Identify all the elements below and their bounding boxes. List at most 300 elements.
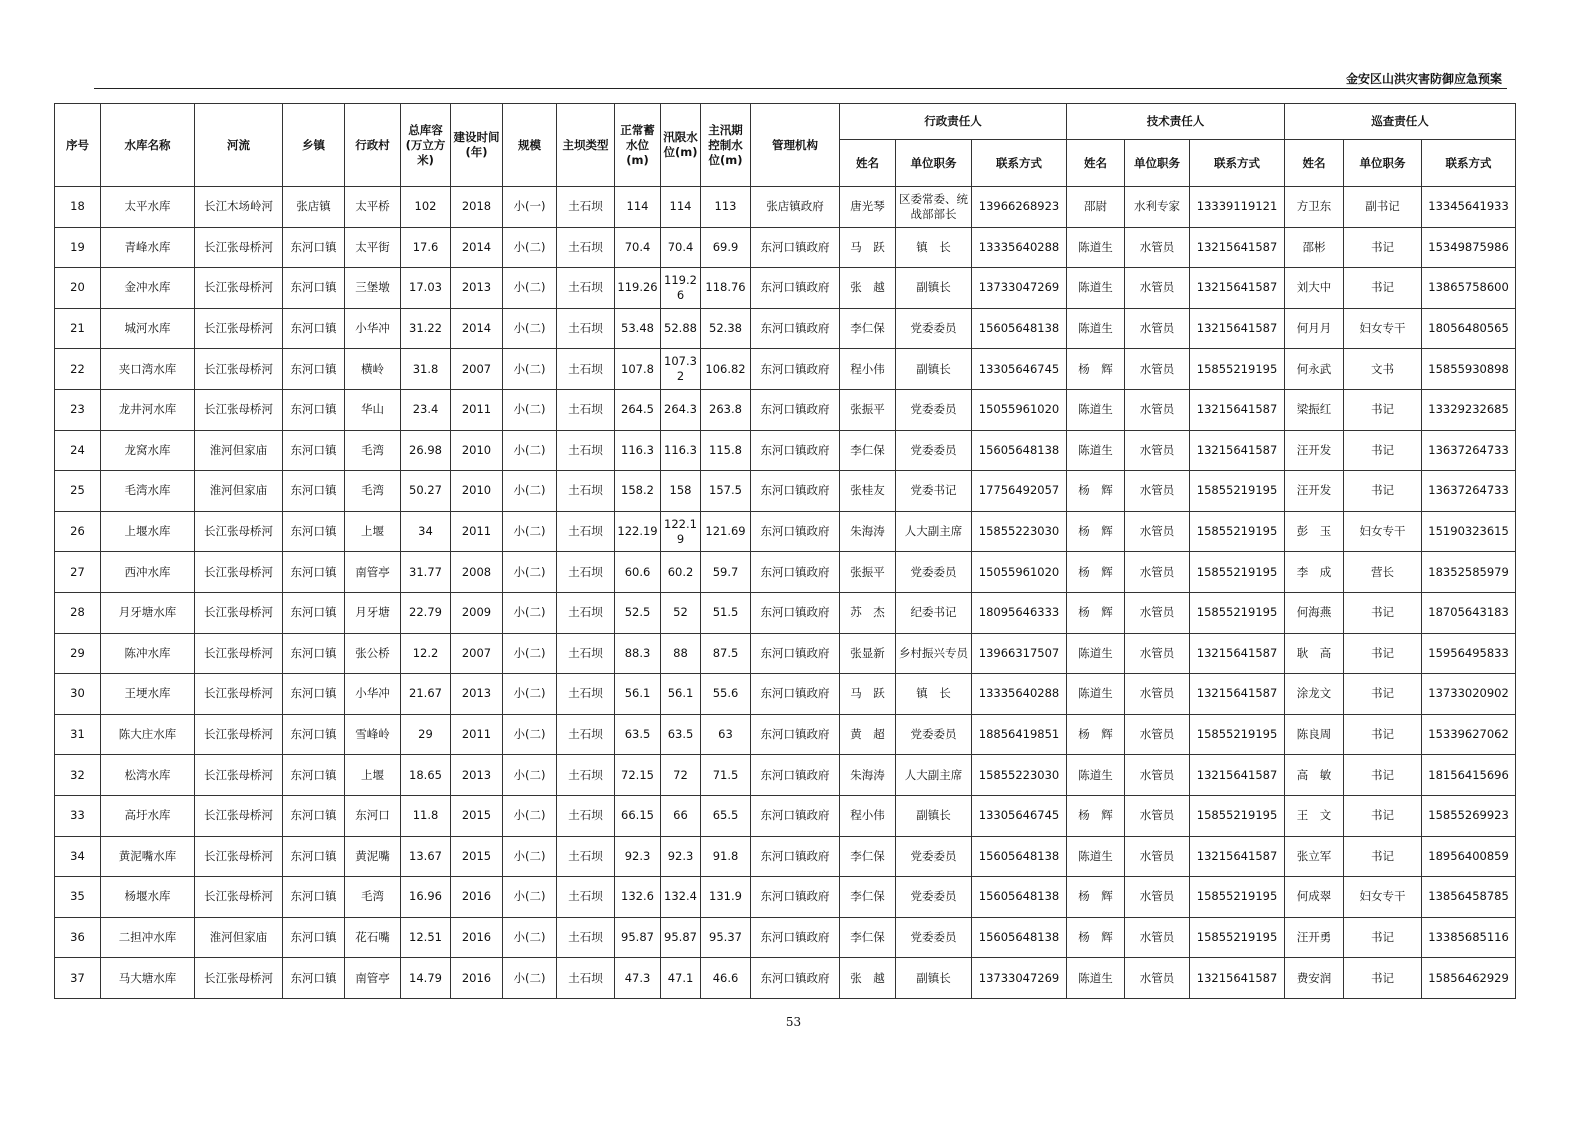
cell-t-tel: 15855219195	[1190, 511, 1285, 552]
table-row	[55, 714, 1516, 755]
cell-p-name: 邵彬	[1285, 227, 1344, 268]
table-row	[55, 795, 1516, 836]
cell-town: 东河口镇	[283, 795, 345, 836]
table-row	[55, 958, 1516, 999]
cell-river: 长江张母桥河	[195, 877, 283, 918]
cell-town: 东河口镇	[283, 471, 345, 512]
cell-normal: 47.3	[615, 958, 661, 999]
cell-p-name: 汪开发	[1285, 471, 1344, 512]
group-header-admin: 行政责任人	[840, 104, 1067, 140]
cell-p-name: 刘大中	[1285, 268, 1344, 309]
cell-seq: 23	[55, 389, 101, 430]
cell-org: 东河口镇政府	[751, 430, 840, 471]
cell-normal: 114	[615, 187, 661, 228]
table-row	[55, 349, 1516, 390]
cell-main: 113	[701, 187, 751, 228]
cell-a-name: 李仁保	[840, 430, 896, 471]
cell-main: 87.5	[701, 633, 751, 674]
cell-scale: 小(一)	[503, 187, 557, 228]
cell-a-post: 党委委员	[896, 308, 972, 349]
cell-t-tel: 15855219195	[1190, 877, 1285, 918]
cell-a-tel: 13733047269	[972, 958, 1067, 999]
cell-village: 上堰	[345, 755, 401, 796]
cell-a-post: 党委委员	[896, 836, 972, 877]
group-header-tech: 技术责任人	[1067, 104, 1285, 140]
cell-river: 淮河但家庙	[195, 471, 283, 512]
cell-p-tel: 13329232685	[1422, 389, 1516, 430]
cell-a-name: 唐光琴	[840, 187, 896, 228]
cell-a-post: 纪委书记	[896, 592, 972, 633]
cell-limit: 95.87	[661, 917, 701, 958]
cell-a-tel: 13335640288	[972, 227, 1067, 268]
cell-village: 太平街	[345, 227, 401, 268]
cell-river: 长江张母桥河	[195, 714, 283, 755]
table-row	[55, 674, 1516, 715]
cell-main: 121.69	[701, 511, 751, 552]
cell-limit: 56.1	[661, 674, 701, 715]
cell-t-name: 杨 辉	[1067, 592, 1125, 633]
cell-town: 张店镇	[283, 187, 345, 228]
cell-year: 2013	[451, 268, 503, 309]
cell-main: 46.6	[701, 958, 751, 999]
cell-village: 南管亭	[345, 958, 401, 999]
cell-normal: 53.48	[615, 308, 661, 349]
cell-t-post: 水管员	[1125, 755, 1190, 796]
cell-a-post: 党委委员	[896, 917, 972, 958]
cell-seq: 18	[55, 187, 101, 228]
cell-dam: 土石坝	[557, 877, 615, 918]
cell-seq: 31	[55, 714, 101, 755]
cell-river: 长江张母桥河	[195, 836, 283, 877]
cell-river: 长江张母桥河	[195, 958, 283, 999]
table-row	[55, 308, 1516, 349]
cell-p-name: 梁振红	[1285, 389, 1344, 430]
cell-t-tel: 13215641587	[1190, 430, 1285, 471]
cell-org: 东河口镇政府	[751, 552, 840, 593]
cell-t-name: 杨 辉	[1067, 877, 1125, 918]
cell-scale: 小(二)	[503, 389, 557, 430]
cell-normal: 122.19	[615, 511, 661, 552]
cell-t-name: 杨 辉	[1067, 349, 1125, 390]
cell-year: 2014	[451, 308, 503, 349]
cell-seq: 32	[55, 755, 101, 796]
cell-limit: 158	[661, 471, 701, 512]
cell-p-post: 副书记	[1344, 187, 1422, 228]
cell-town: 东河口镇	[283, 958, 345, 999]
cell-t-tel: 15855219195	[1190, 349, 1285, 390]
cell-a-name: 李仁保	[840, 836, 896, 877]
cell-t-name: 杨 辉	[1067, 511, 1125, 552]
cell-river: 长江张母桥河	[195, 227, 283, 268]
cell-limit: 52.88	[661, 308, 701, 349]
reservoir-table	[54, 103, 1516, 999]
cell-a-post: 乡村振兴专员	[896, 633, 972, 674]
cell-river: 长江张母桥河	[195, 755, 283, 796]
cell-year: 2009	[451, 592, 503, 633]
cell-t-post: 水管员	[1125, 349, 1190, 390]
cell-village: 南管亭	[345, 552, 401, 593]
cell-p-tel: 13865758600	[1422, 268, 1516, 309]
cell-limit: 264.3	[661, 389, 701, 430]
cell-a-tel: 15605648138	[972, 917, 1067, 958]
cell-scale: 小(二)	[503, 674, 557, 715]
cell-p-name: 方卫东	[1285, 187, 1344, 228]
cell-p-tel: 15856462929	[1422, 958, 1516, 999]
cell-main: 55.6	[701, 674, 751, 715]
cell-river: 长江张母桥河	[195, 592, 283, 633]
cell-t-name: 陈道生	[1067, 389, 1125, 430]
cell-t-name: 杨 辉	[1067, 552, 1125, 593]
cell-scale: 小(二)	[503, 592, 557, 633]
cell-village: 横岭	[345, 349, 401, 390]
cell-name: 陈冲水库	[101, 633, 195, 674]
cell-scale: 小(二)	[503, 958, 557, 999]
cell-a-post: 党委委员	[896, 389, 972, 430]
cell-normal: 95.87	[615, 917, 661, 958]
cell-limit: 72	[661, 755, 701, 796]
cell-t-post: 水管员	[1125, 552, 1190, 593]
table-row	[55, 552, 1516, 593]
cell-a-tel: 15605648138	[972, 836, 1067, 877]
cell-scale: 小(二)	[503, 552, 557, 593]
cell-p-name: 张立军	[1285, 836, 1344, 877]
header-rule	[94, 88, 1507, 89]
cell-name: 黄泥嘴水库	[101, 836, 195, 877]
col-header-year: 建设时间(年)	[451, 104, 503, 187]
cell-town: 东河口镇	[283, 511, 345, 552]
cell-name: 龙窝水库	[101, 430, 195, 471]
cell-year: 2016	[451, 917, 503, 958]
cell-p-post: 书记	[1344, 227, 1422, 268]
cell-town: 东河口镇	[283, 552, 345, 593]
cell-year: 2015	[451, 836, 503, 877]
cell-limit: 60.2	[661, 552, 701, 593]
cell-main: 118.76	[701, 268, 751, 309]
cell-dam: 土石坝	[557, 227, 615, 268]
cell-org: 东河口镇政府	[751, 389, 840, 430]
cell-capacity: 12.51	[401, 917, 451, 958]
cell-capacity: 17.6	[401, 227, 451, 268]
cell-capacity: 22.79	[401, 592, 451, 633]
cell-p-post: 文书	[1344, 349, 1422, 390]
cell-year: 2010	[451, 471, 503, 512]
cell-village: 张公桥	[345, 633, 401, 674]
cell-town: 东河口镇	[283, 349, 345, 390]
cell-t-name: 陈道生	[1067, 430, 1125, 471]
cell-a-name: 张显新	[840, 633, 896, 674]
cell-dam: 土石坝	[557, 917, 615, 958]
cell-t-post: 水管员	[1125, 877, 1190, 918]
cell-org: 东河口镇政府	[751, 349, 840, 390]
cell-p-post: 书记	[1344, 714, 1422, 755]
table-body	[55, 187, 1516, 999]
cell-normal: 116.3	[615, 430, 661, 471]
cell-name: 陈大庄水库	[101, 714, 195, 755]
cell-seq: 33	[55, 795, 101, 836]
cell-a-name: 程小伟	[840, 349, 896, 390]
cell-dam: 土石坝	[557, 430, 615, 471]
col-header-scale: 规模	[503, 104, 557, 187]
cell-main: 131.9	[701, 877, 751, 918]
cell-limit: 119.26	[661, 268, 701, 309]
table-row	[55, 755, 1516, 796]
cell-limit: 47.1	[661, 958, 701, 999]
cell-dam: 土石坝	[557, 795, 615, 836]
cell-a-post: 镇 长	[896, 227, 972, 268]
cell-limit: 122.19	[661, 511, 701, 552]
col-header-org: 管理机构	[751, 104, 840, 187]
cell-town: 东河口镇	[283, 836, 345, 877]
cell-org: 东河口镇政府	[751, 268, 840, 309]
cell-a-name: 张 越	[840, 958, 896, 999]
cell-p-post: 书记	[1344, 755, 1422, 796]
cell-limit: 70.4	[661, 227, 701, 268]
cell-t-name: 陈道生	[1067, 227, 1125, 268]
cell-year: 2011	[451, 511, 503, 552]
cell-t-tel: 13215641587	[1190, 755, 1285, 796]
cell-org: 东河口镇政府	[751, 917, 840, 958]
cell-main: 65.5	[701, 795, 751, 836]
cell-name: 夹口湾水库	[101, 349, 195, 390]
table-row	[55, 227, 1516, 268]
cell-p-tel: 15956495833	[1422, 633, 1516, 674]
cell-p-post: 书记	[1344, 917, 1422, 958]
cell-p-tel: 18352585979	[1422, 552, 1516, 593]
cell-village: 毛湾	[345, 430, 401, 471]
cell-year: 2010	[451, 430, 503, 471]
cell-capacity: 16.96	[401, 877, 451, 918]
cell-scale: 小(二)	[503, 471, 557, 512]
col-header-admin-contact: 联系方式	[972, 140, 1067, 187]
cell-p-tel: 15855930898	[1422, 349, 1516, 390]
cell-org: 东河口镇政府	[751, 511, 840, 552]
cell-t-name: 杨 辉	[1067, 917, 1125, 958]
cell-t-post: 水管员	[1125, 227, 1190, 268]
cell-t-tel: 13215641587	[1190, 268, 1285, 309]
cell-p-tel: 18956400859	[1422, 836, 1516, 877]
table-row	[55, 633, 1516, 674]
cell-village: 华山	[345, 389, 401, 430]
cell-name: 城河水库	[101, 308, 195, 349]
cell-dam: 土石坝	[557, 349, 615, 390]
cell-seq: 22	[55, 349, 101, 390]
cell-year: 2013	[451, 674, 503, 715]
cell-year: 2015	[451, 795, 503, 836]
cell-a-tel: 17756492057	[972, 471, 1067, 512]
cell-t-name: 杨 辉	[1067, 795, 1125, 836]
cell-dam: 土石坝	[557, 268, 615, 309]
cell-river: 长江张母桥河	[195, 511, 283, 552]
cell-a-name: 李仁保	[840, 877, 896, 918]
col-header-admin-name: 姓名	[840, 140, 896, 187]
cell-limit: 132.4	[661, 877, 701, 918]
document-title: 金安区山洪灾害防御应急预案	[1345, 72, 1502, 86]
cell-capacity: 29	[401, 714, 451, 755]
cell-org: 东河口镇政府	[751, 674, 840, 715]
cell-name: 西冲水库	[101, 552, 195, 593]
cell-t-name: 杨 辉	[1067, 714, 1125, 755]
cell-name: 月牙塘水库	[101, 592, 195, 633]
cell-a-name: 马 跃	[840, 674, 896, 715]
cell-river: 淮河但家庙	[195, 430, 283, 471]
cell-scale: 小(二)	[503, 308, 557, 349]
cell-main: 63	[701, 714, 751, 755]
cell-village: 黄泥嘴	[345, 836, 401, 877]
col-header-patrol-contact: 联系方式	[1422, 140, 1516, 187]
table-row	[55, 511, 1516, 552]
cell-normal: 63.5	[615, 714, 661, 755]
cell-p-tel: 18156415696	[1422, 755, 1516, 796]
cell-village: 月牙塘	[345, 592, 401, 633]
cell-a-post: 副镇长	[896, 958, 972, 999]
cell-town: 东河口镇	[283, 633, 345, 674]
cell-t-tel: 13215641587	[1190, 308, 1285, 349]
cell-limit: 66	[661, 795, 701, 836]
cell-seq: 24	[55, 430, 101, 471]
cell-p-name: 陈良周	[1285, 714, 1344, 755]
cell-scale: 小(二)	[503, 795, 557, 836]
cell-t-name: 陈道生	[1067, 308, 1125, 349]
cell-limit: 52	[661, 592, 701, 633]
cell-a-name: 张 越	[840, 268, 896, 309]
cell-dam: 土石坝	[557, 187, 615, 228]
col-header-admin-post: 单位职务	[896, 140, 972, 187]
cell-main: 106.82	[701, 349, 751, 390]
cell-seq: 20	[55, 268, 101, 309]
cell-normal: 52.5	[615, 592, 661, 633]
cell-p-post: 书记	[1344, 268, 1422, 309]
cell-p-name: 汪开勇	[1285, 917, 1344, 958]
cell-org: 东河口镇政府	[751, 227, 840, 268]
cell-a-tel: 15605648138	[972, 877, 1067, 918]
cell-name: 青峰水库	[101, 227, 195, 268]
cell-t-post: 水管员	[1125, 430, 1190, 471]
col-header-normal-level: 正常蓄水位(m)	[615, 104, 661, 187]
cell-river: 长江张母桥河	[195, 674, 283, 715]
cell-org: 东河口镇政府	[751, 795, 840, 836]
cell-a-name: 苏 杰	[840, 592, 896, 633]
cell-t-tel: 13215641587	[1190, 633, 1285, 674]
cell-dam: 土石坝	[557, 592, 615, 633]
cell-p-post: 书记	[1344, 674, 1422, 715]
col-header-tech-contact: 联系方式	[1190, 140, 1285, 187]
cell-p-name: 何永武	[1285, 349, 1344, 390]
cell-a-tel: 13305646745	[972, 795, 1067, 836]
cell-capacity: 12.2	[401, 633, 451, 674]
cell-limit: 116.3	[661, 430, 701, 471]
cell-p-tel: 18705643183	[1422, 592, 1516, 633]
cell-normal: 119.26	[615, 268, 661, 309]
cell-t-post: 水管员	[1125, 958, 1190, 999]
cell-t-post: 水管员	[1125, 633, 1190, 674]
cell-p-post: 书记	[1344, 633, 1422, 674]
cell-town: 东河口镇	[283, 227, 345, 268]
cell-seq: 36	[55, 917, 101, 958]
cell-t-tel: 15855219195	[1190, 552, 1285, 593]
cell-normal: 92.3	[615, 836, 661, 877]
cell-town: 东河口镇	[283, 389, 345, 430]
cell-p-name: 高 敏	[1285, 755, 1344, 796]
cell-p-tel: 13385685116	[1422, 917, 1516, 958]
cell-river: 长江张母桥河	[195, 308, 283, 349]
cell-year: 2011	[451, 389, 503, 430]
cell-seq: 29	[55, 633, 101, 674]
cell-p-name: 耿 高	[1285, 633, 1344, 674]
cell-t-name: 陈道生	[1067, 958, 1125, 999]
cell-a-post: 副镇长	[896, 349, 972, 390]
cell-scale: 小(二)	[503, 755, 557, 796]
cell-t-name: 陈道生	[1067, 836, 1125, 877]
cell-river: 长江张母桥河	[195, 389, 283, 430]
cell-town: 东河口镇	[283, 917, 345, 958]
cell-capacity: 18.65	[401, 755, 451, 796]
cell-org: 东河口镇政府	[751, 755, 840, 796]
cell-org: 东河口镇政府	[751, 592, 840, 633]
cell-limit: 107.32	[661, 349, 701, 390]
cell-t-post: 水管员	[1125, 268, 1190, 309]
cell-t-name: 陈道生	[1067, 674, 1125, 715]
cell-t-tel: 15855219195	[1190, 795, 1285, 836]
cell-name: 金冲水库	[101, 268, 195, 309]
cell-a-tel: 15855223030	[972, 511, 1067, 552]
cell-a-name: 黄 超	[840, 714, 896, 755]
cell-town: 东河口镇	[283, 268, 345, 309]
cell-a-post: 党委书记	[896, 471, 972, 512]
cell-dam: 土石坝	[557, 308, 615, 349]
cell-seq: 30	[55, 674, 101, 715]
table-row	[55, 917, 1516, 958]
cell-dam: 土石坝	[557, 511, 615, 552]
cell-p-tel: 15855269923	[1422, 795, 1516, 836]
cell-a-name: 马 跃	[840, 227, 896, 268]
cell-seq: 35	[55, 877, 101, 918]
cell-t-tel: 15855219195	[1190, 917, 1285, 958]
cell-dam: 土石坝	[557, 755, 615, 796]
cell-seq: 19	[55, 227, 101, 268]
cell-main: 91.8	[701, 836, 751, 877]
cell-year: 2007	[451, 349, 503, 390]
cell-river: 长江张母桥河	[195, 349, 283, 390]
cell-t-tel: 13215641587	[1190, 836, 1285, 877]
table-row	[55, 877, 1516, 918]
col-header-name: 水库名称	[101, 104, 195, 187]
cell-t-name: 杨 辉	[1067, 471, 1125, 512]
cell-capacity: 14.79	[401, 958, 451, 999]
cell-normal: 88.3	[615, 633, 661, 674]
cell-a-post: 党委委员	[896, 430, 972, 471]
cell-village: 三堡墩	[345, 268, 401, 309]
cell-name: 马大塘水库	[101, 958, 195, 999]
cell-capacity: 23.4	[401, 389, 451, 430]
cell-main: 157.5	[701, 471, 751, 512]
cell-p-name: 何海燕	[1285, 592, 1344, 633]
cell-t-post: 水管员	[1125, 592, 1190, 633]
cell-normal: 107.8	[615, 349, 661, 390]
cell-capacity: 31.22	[401, 308, 451, 349]
col-header-seq: 序号	[55, 104, 101, 187]
cell-river: 长江张母桥河	[195, 552, 283, 593]
cell-name: 松湾水库	[101, 755, 195, 796]
cell-a-tel: 13966317507	[972, 633, 1067, 674]
col-header-tech-name: 姓名	[1067, 140, 1125, 187]
cell-normal: 132.6	[615, 877, 661, 918]
cell-scale: 小(二)	[503, 714, 557, 755]
cell-p-name: 何成翠	[1285, 877, 1344, 918]
cell-village: 毛湾	[345, 471, 401, 512]
cell-capacity: 21.67	[401, 674, 451, 715]
cell-p-name: 李 成	[1285, 552, 1344, 593]
cell-seq: 26	[55, 511, 101, 552]
